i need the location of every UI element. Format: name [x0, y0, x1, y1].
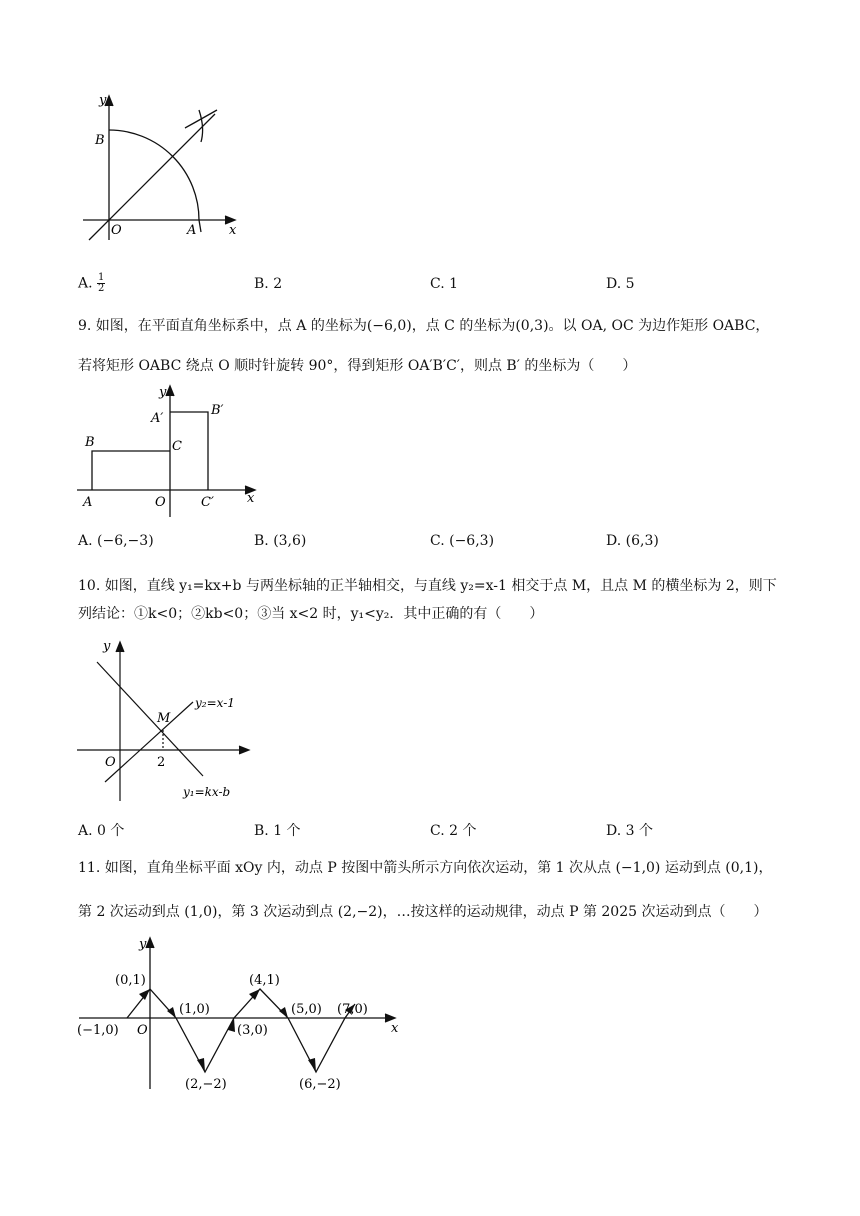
- q8-b-label: B: [95, 133, 105, 148]
- arrow-head: [308, 1058, 316, 1072]
- fraction: $\frac{1}{2}$: [98, 272, 105, 294]
- q9-option-c[interactable]: C. (−6,3): [430, 533, 495, 549]
- q11-y-label: y: [139, 937, 147, 952]
- q8-y-label: y: [99, 93, 107, 108]
- q8-o-label: O: [111, 223, 122, 238]
- q8-option-c[interactable]: C. 1: [430, 276, 459, 292]
- q11-point-1-0: (1,0): [179, 1002, 210, 1017]
- q8-x-label: x: [229, 223, 237, 238]
- q11-point-6-m2: (6,−2): [299, 1077, 341, 1092]
- q10-option-b[interactable]: B. 1 个: [254, 823, 301, 839]
- q9-option-b[interactable]: B. (3,6): [254, 533, 307, 549]
- q9-b1-label: B′: [211, 403, 224, 418]
- q10-text-line1: 10. 如图，直线 y₁=kx+b 与两坐标轴的正半轴相交，与直线 y₂=x-1 相交于点 M，且点 M 的横坐标为 2，则下: [78, 578, 777, 594]
- q11-point-0-1: (0,1): [115, 973, 146, 988]
- q9-a1-label: A′: [151, 411, 164, 426]
- q9-o-label: O: [155, 495, 166, 510]
- q9-option-a[interactable]: A. (−6,−3): [78, 533, 154, 549]
- q10-y-label: y: [103, 639, 111, 654]
- q8-a-label: A: [187, 223, 197, 238]
- q11-text-line1: 11. 如图，直角坐标平面 xOy 内，动点 P 按图中箭头所示方向依次运动，第 1 次从点 (−1,0) 运动到点 (0,1)，: [78, 860, 773, 876]
- q11-point-m1-0: (−1,0): [77, 1023, 119, 1038]
- q10-option-d[interactable]: D. 3 个: [606, 823, 653, 839]
- q8-figure: [75, 88, 245, 248]
- q10-tick-2: 2: [157, 755, 166, 770]
- q11-text-line2: 第 2 次运动到点 (1,0)，第 3 次运动到点 (2,−2)，…按这样的运动规律，动点 P 第 2025 次运动到点（ ）: [78, 904, 768, 920]
- q9-c1-label: C′: [201, 495, 214, 510]
- q11-x-label: x: [391, 1021, 399, 1036]
- q8-option-a[interactable]: A. $\frac{1}{2}$: [78, 272, 105, 294]
- q10-text-line2: 列结论：①k<0；②kb<0；③当 x<2 时，y₁<y₂．其中正确的有（ ）: [78, 606, 544, 622]
- q10-o-label: O: [105, 755, 116, 770]
- q8-option-d[interactable]: D. 5: [606, 276, 635, 292]
- arrow-head: [197, 1058, 205, 1072]
- q9-a-label: A: [83, 495, 93, 510]
- arrow-head: [279, 1007, 288, 1018]
- q11-figure: [75, 934, 405, 1094]
- q10-y1-label: y₁=kx-b: [183, 785, 231, 799]
- q9-text-line2: 若将矩形 OABC 绕点 O 顺时针旋转 90°，得到矩形 OA′B′C′，则点 B′ 的坐标为（ ）: [78, 358, 637, 374]
- q10-figure: [75, 636, 255, 806]
- q9-figure: [75, 382, 265, 522]
- q10-option-c[interactable]: C. 2 个: [430, 823, 477, 839]
- q10-option-a[interactable]: A. 0 个: [78, 823, 125, 839]
- q8-option-b[interactable]: B. 2: [254, 276, 283, 292]
- q10-m-label: M: [157, 711, 171, 726]
- q9-option-d[interactable]: D. (6,3): [606, 533, 659, 549]
- q11-o-label: O: [137, 1023, 148, 1038]
- q11-point-7-0: (7,0): [337, 1002, 368, 1017]
- q11-point-4-1: (4,1): [249, 973, 280, 988]
- q9-b-label: B: [85, 435, 95, 450]
- q9-text-line1: 9. 如图，在平面直角坐标系中，点 A 的坐标为(−6,0)，点 C 的坐标为(0,3)。以 OA, OC 为边作矩形 OABC，: [78, 318, 770, 334]
- q11-point-2-m2: (2,−2): [185, 1077, 227, 1092]
- arrow-head: [228, 1018, 235, 1032]
- q9-x-label: x: [247, 491, 255, 506]
- q9-c-label: C: [172, 439, 182, 454]
- arrow-head: [249, 989, 260, 1000]
- q11-point-3-0: (3,0): [237, 1023, 268, 1038]
- arrow-head: [139, 989, 150, 1000]
- q10-y2-label: y₂=x-1: [195, 696, 235, 710]
- q11-point-5-0: (5,0): [291, 1002, 322, 1017]
- q9-y-label: y: [159, 385, 167, 400]
